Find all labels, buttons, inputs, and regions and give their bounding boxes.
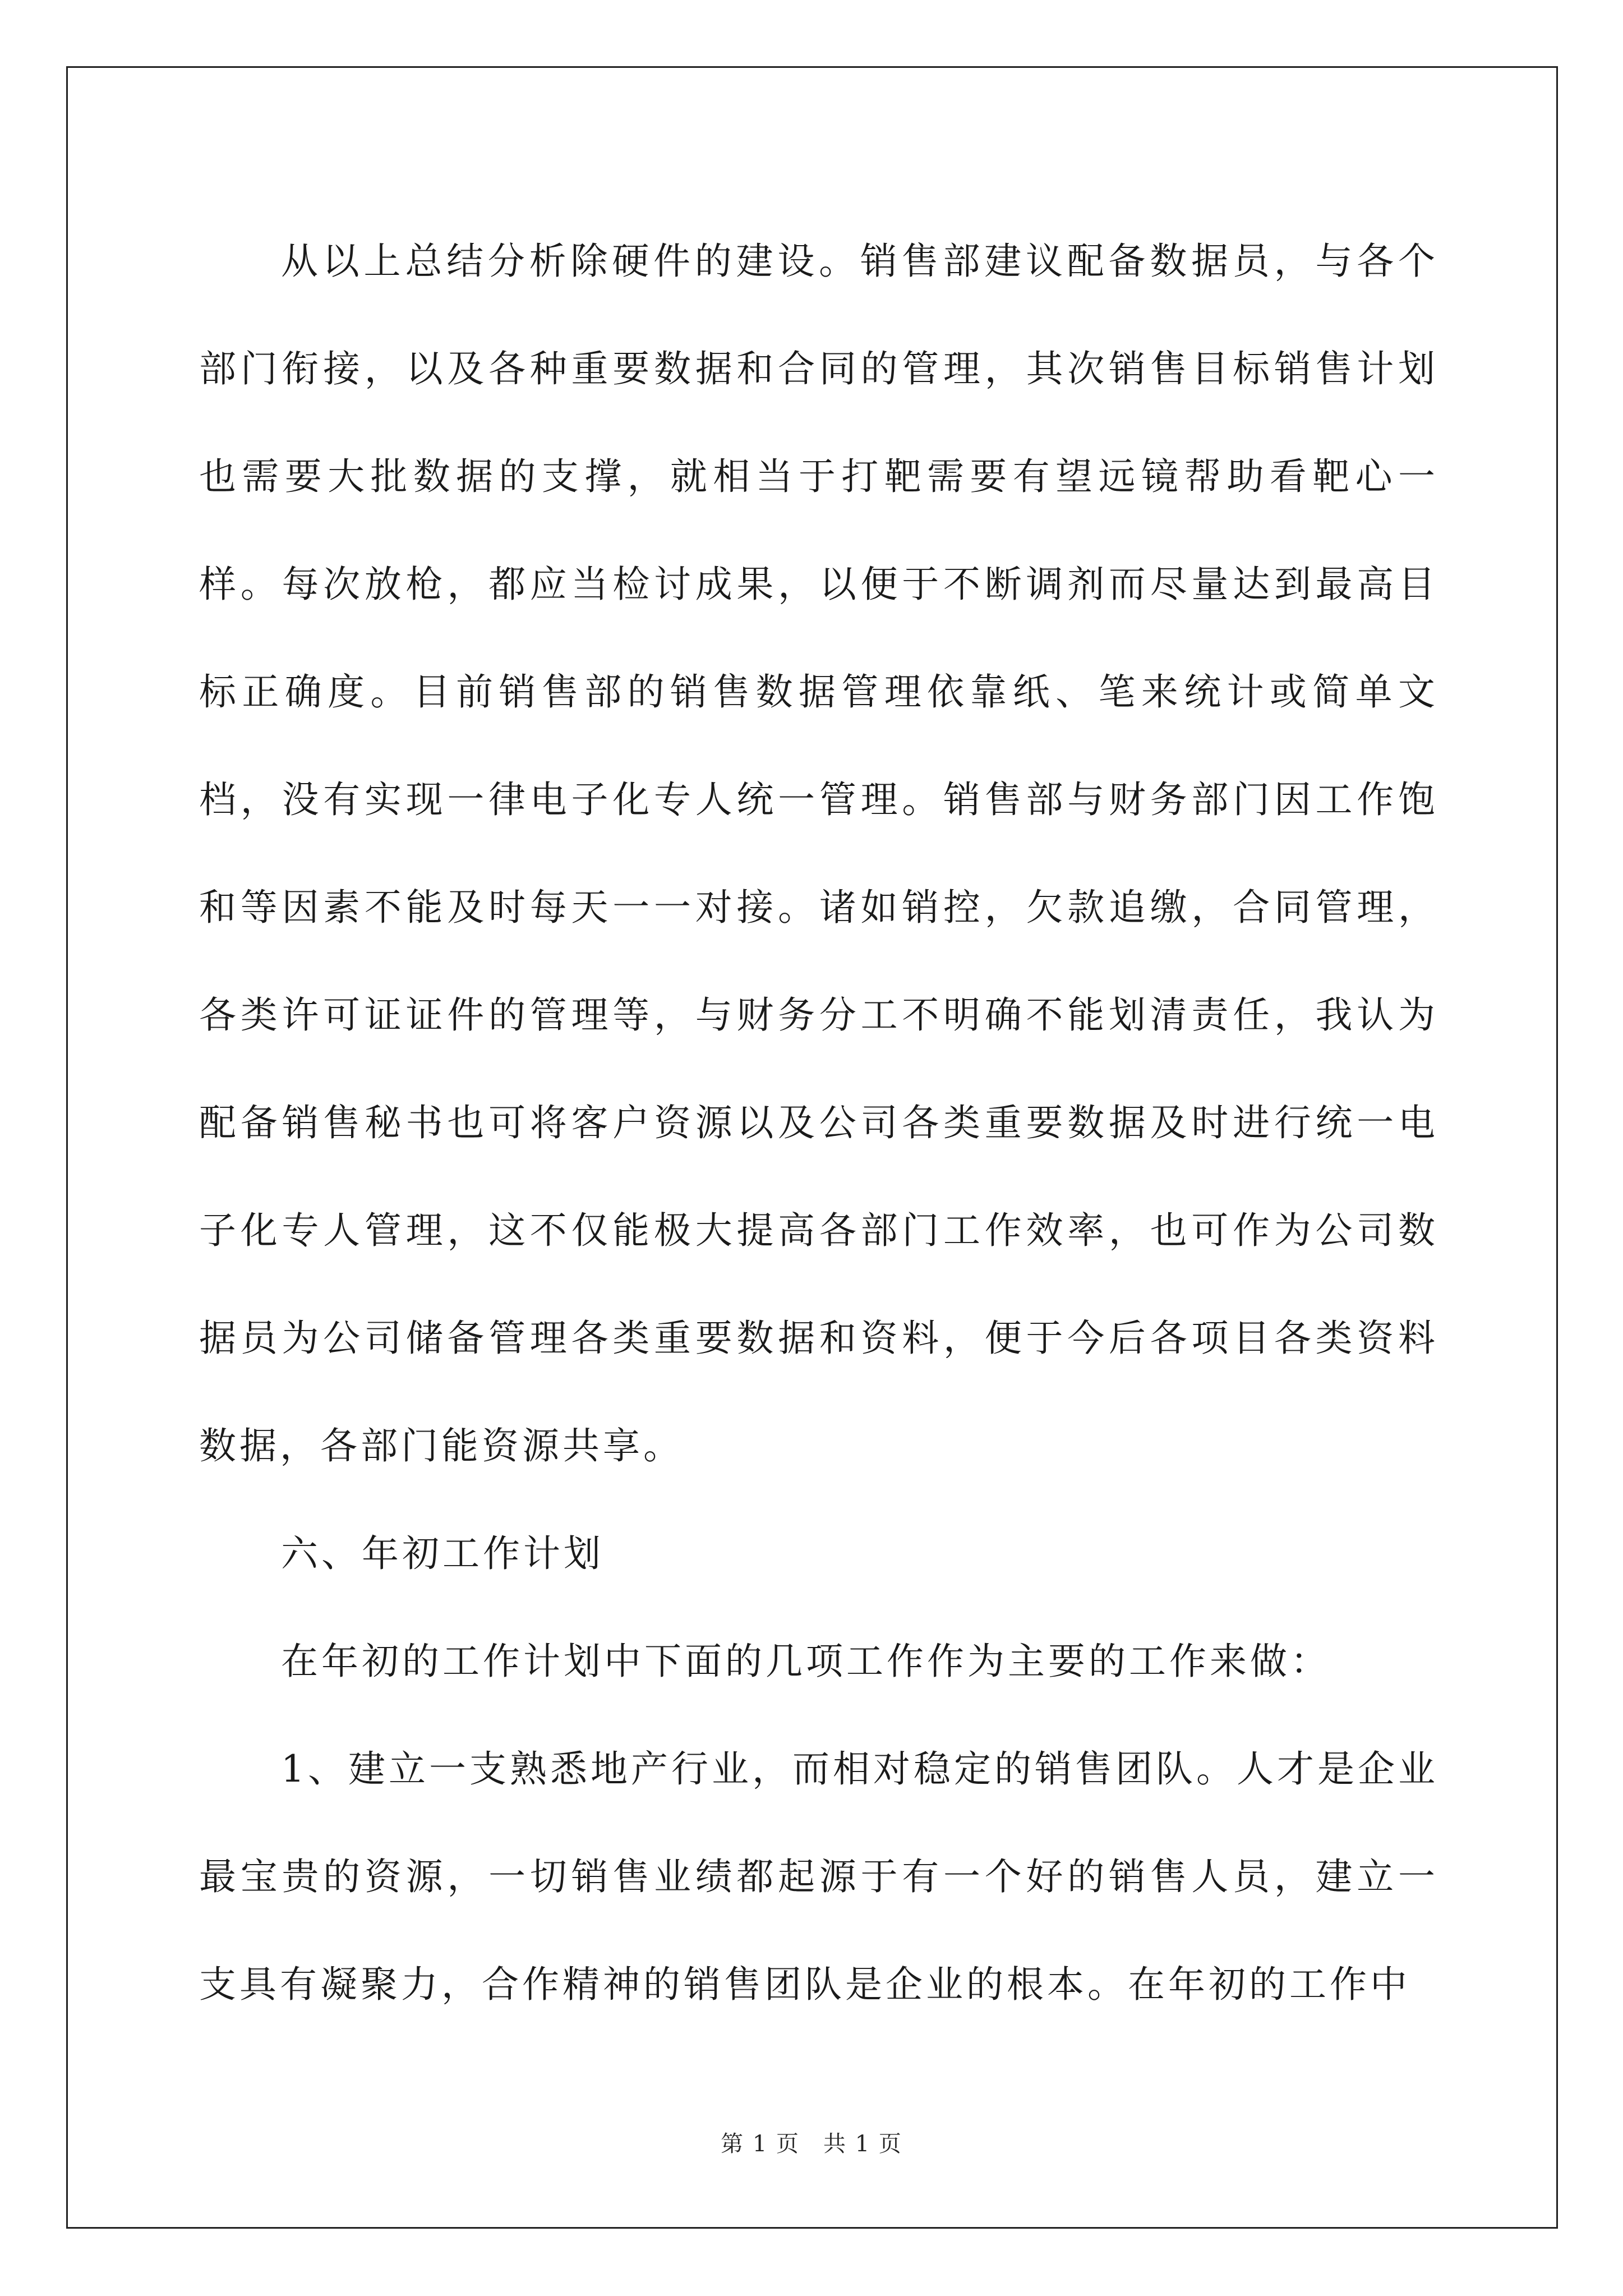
section-heading-annual-plan: 六、年初工作计划 <box>281 1532 604 1575</box>
paragraph-data-management: 从以上总结分析除硬件的建设。销售部建议配备数据员，与各个部门衔接，以及各种重要数据和合同的管理，其次销售目标销售计划也需要大批数据的支撑，就相当于打靶需要有望远镜帮助看靶心一样。每次放枪，都应当检讨成果，以便于不断调剂而尽量达到最高目标正确度。目前销售部的销售数据管理依靠纸、笔来统计或简单文档，没有实现一律电子化专人统一管理。销售部与财务部门因工作饱和等因素不能及时每天一一对接。诸如销控，欠款追缴，合同管理，各类许可证证件的管理等，与财务分工不明确不能划清责任，我认为配备销售秘书也可将客户资源以及公司各类重要数据及时进行统一电子化专人管理，这不仅能极大提高各部门工作效率，也可作为公司数据员为公司储备管理各类重要数据和资料，便于今后各项目各类资料数据，各部门能资源共享。 <box>199 240 1438 1467</box>
page-number-footer: 第 1 页 共 1 页 <box>721 2131 902 2157</box>
paragraph-plan-intro: 在年初的工作计划中下面的几项工作作为主要的工作来做： <box>281 1640 1331 1683</box>
document-body <box>199 208 1438 2039</box>
paragraph-plan-item-1: 1、建立一支熟悉地产行业，而相对稳定的销售团队。人才是企业最宝贵的资源，一切销售业绩都起源于有一个好的销售人员，建立一支具有凝聚力，合作精神的销售团队是企业的根本。在年初的工作中 <box>199 1747 1438 2006</box>
